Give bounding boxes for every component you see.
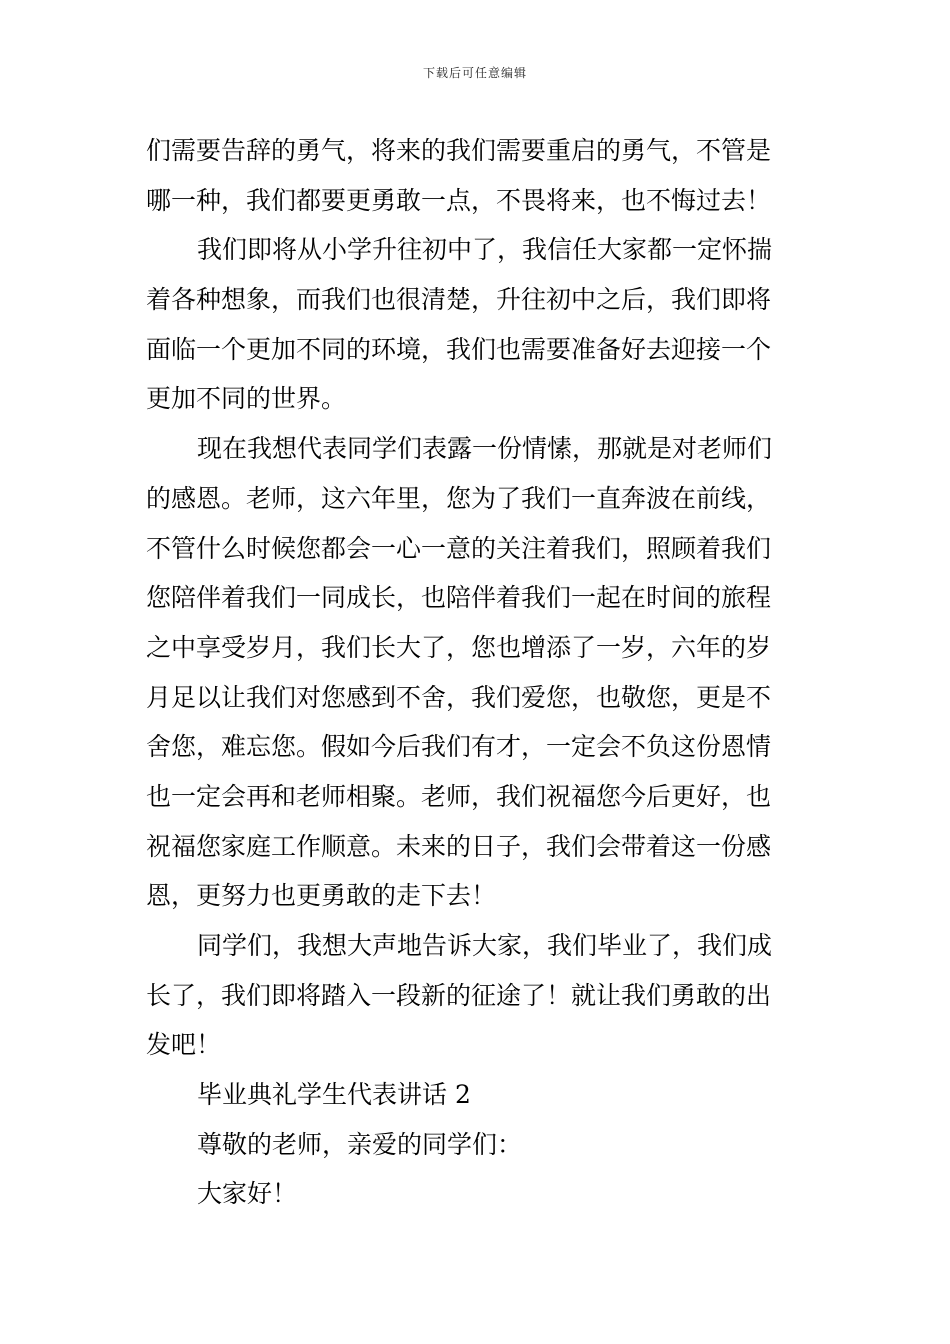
text-line: 舍您，难忘您。假如今后我们有才，一定会不负这份恩情 <box>146 732 772 762</box>
text-line: 您陪伴着我们一同成长，也陪伴着我们一起在时间的旅程 <box>146 583 772 613</box>
text-line: 之中享受岁月，我们长大了，您也增添了一岁，六年的岁 <box>146 632 772 662</box>
text-line: 更加不同的世界。 <box>146 384 347 414</box>
paragraph-start-line: 同学们，我想大声地告诉大家，我们毕业了，我们成 <box>197 931 773 960</box>
text-line: 发吧！ <box>146 1030 222 1060</box>
paragraph-start-line: 现在我想代表同学们表露一份情愫，那就是对老师们 <box>197 434 773 464</box>
text-line: 长了，我们即将踏入一段新的征途了！就让我们勇敢的出 <box>146 980 772 1010</box>
document-body <box>146 126 806 1219</box>
text-line: 的感恩。老师，这六年里，您为了我们一直奔波在前线， <box>146 483 772 513</box>
section-title: 毕业典礼学生代表讲话 2 <box>197 1080 471 1110</box>
greeting: 大家好！ <box>197 1179 298 1209</box>
text-line: 们需要告辞的勇气，将来的我们需要重启的勇气，不管是 <box>146 136 772 165</box>
text-line: 哪一种，我们都要更勇敢一点，不畏将来，也不悔过去！ <box>146 185 772 215</box>
text-line: 恩，更努力也更勇敢的走下去！ <box>146 881 497 911</box>
text-line: 祝福您家庭工作顺意。未来的日子，我们会带着这一份感 <box>146 831 772 861</box>
text-line: 月足以让我们对您感到不舍，我们爱您，也敬您，更是不 <box>146 682 772 712</box>
paragraph-start-line: 我们即将从小学升往初中了，我信任大家都一定怀揣 <box>197 235 773 265</box>
text-line: 也一定会再和老师相聚。老师，我们祝福您今后更好，也 <box>146 781 772 811</box>
salutation: 尊敬的老师，亲爱的同学们： <box>197 1129 523 1159</box>
text-line: 不管什么时候您都会一心一意的关注着我们，照顾着我们 <box>146 533 772 563</box>
text-line: 面临一个更加不同的环境，我们也需要准备好去迎接一个 <box>146 334 772 364</box>
page-header: 下载后可任意编辑 <box>422 66 527 80</box>
text-line: 着各种想象，而我们也很清楚，升往初中之后，我们即将 <box>146 285 772 315</box>
